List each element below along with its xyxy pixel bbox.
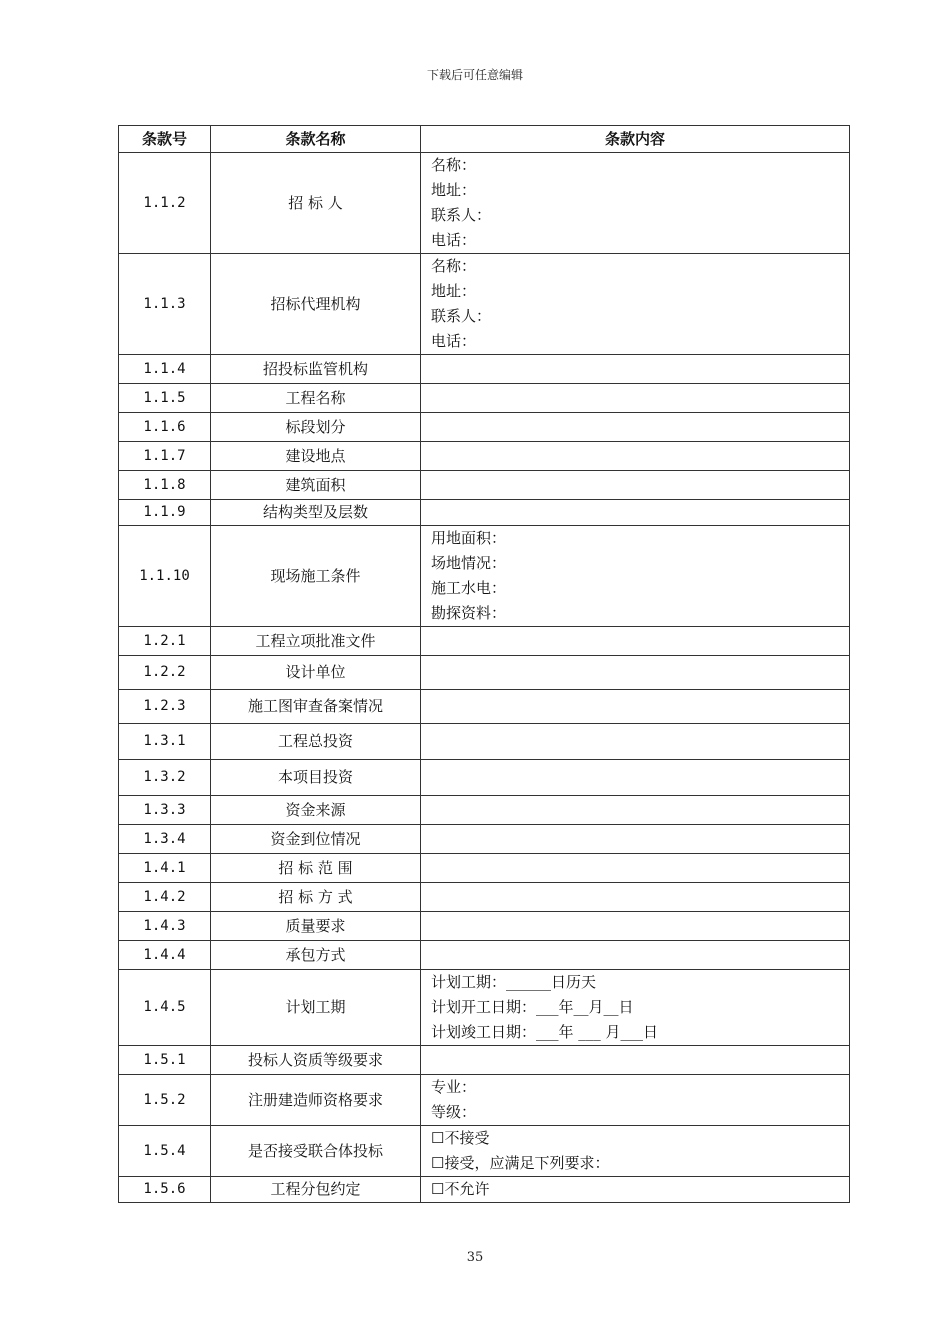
table-row (119, 413, 850, 442)
clause-content (421, 941, 850, 970)
clause-content-line: 联系人： (431, 206, 492, 224)
clause-content (421, 970, 850, 1046)
table-row (119, 883, 850, 912)
clause-number: 1.3.1 (119, 724, 211, 760)
page-number: 35 (466, 1250, 484, 1265)
clause-content (421, 825, 850, 854)
clause-content-line: 施工水电： (431, 579, 507, 597)
clause-content-line: 地址： (431, 181, 477, 199)
clause-content (421, 796, 850, 825)
clause-name: 招 标 人 (211, 153, 421, 254)
clause-content-line: ☐不允许 (431, 1180, 490, 1198)
clause-content (421, 471, 850, 500)
table-header-row (119, 126, 850, 153)
clause-name: 工程立项批准文件 (211, 627, 421, 656)
clause-content-line: 名称： (431, 156, 477, 174)
clause-content-line: 计划竣工日期：___年 ___ 月___日 (431, 1023, 659, 1041)
clause-number: 1.2.2 (119, 656, 211, 690)
table-row (119, 796, 850, 825)
table-row (119, 656, 850, 690)
clause-number: 1.1.10 (119, 526, 211, 627)
clause-name: 标段划分 (211, 413, 421, 442)
table-row (119, 1075, 850, 1126)
clause-number: 1.3.2 (119, 760, 211, 796)
clause-number: 1.4.3 (119, 912, 211, 941)
clause-name: 招标代理机构 (211, 254, 421, 355)
clause-content-line: 联系人： (431, 307, 492, 325)
table-row (119, 825, 850, 854)
table-row (119, 526, 850, 627)
clause-name: 资金到位情况 (211, 825, 421, 854)
clause-number: 1.2.3 (119, 690, 211, 724)
clause-content (421, 1075, 850, 1126)
clause-name: 承包方式 (211, 941, 421, 970)
clause-name: 是否接受联合体投标 (211, 1126, 421, 1177)
table-row (119, 153, 850, 254)
clause-content (421, 1046, 850, 1075)
clause-content-line: 电话： (431, 231, 477, 249)
clause-content (421, 500, 850, 526)
clause-name: 招投标监管机构 (211, 355, 421, 384)
table-row (119, 760, 850, 796)
clause-number: 1.2.1 (119, 627, 211, 656)
clause-content-line: 场地情况： (431, 554, 507, 572)
clause-content (421, 1177, 850, 1203)
clause-name: 本项目投资 (211, 760, 421, 796)
clause-number: 1.1.9 (119, 500, 211, 526)
clause-content (421, 1126, 850, 1177)
clause-number: 1.4.2 (119, 883, 211, 912)
clause-name: 现场施工条件 (211, 526, 421, 627)
clause-content (421, 627, 850, 656)
clause-content-line: 勘探资料： (431, 604, 507, 622)
table-row (119, 1046, 850, 1075)
clause-content (421, 384, 850, 413)
clause-content (421, 442, 850, 471)
clause-number: 1.1.5 (119, 384, 211, 413)
clause-content (421, 254, 850, 355)
clause-number: 1.3.4 (119, 825, 211, 854)
clause-content (421, 760, 850, 796)
clause-name: 投标人资质等级要求 (211, 1046, 421, 1075)
table-row (119, 355, 850, 384)
clause-content (421, 656, 850, 690)
clause-content-line: 地址： (431, 282, 477, 300)
clause-content (421, 355, 850, 384)
clause-name: 质量要求 (211, 912, 421, 941)
clause-content-line: 等级： (431, 1103, 477, 1121)
clause-content-line: ☐接受，应满足下列要求： (431, 1154, 610, 1172)
clause-number: 1.3.3 (119, 796, 211, 825)
clause-name: 计划工期 (211, 970, 421, 1046)
clause-number: 1.4.5 (119, 970, 211, 1046)
table-row (119, 724, 850, 760)
clause-name: 招 标 方 式 (211, 883, 421, 912)
clause-number: 1.1.4 (119, 355, 211, 384)
clause-number: 1.5.1 (119, 1046, 211, 1075)
table-row (119, 1177, 850, 1203)
clause-content (421, 690, 850, 724)
clause-content (421, 883, 850, 912)
clause-content-line: ☐不接受 (431, 1129, 490, 1147)
table-row (119, 912, 850, 941)
clause-name: 招 标 范 围 (211, 854, 421, 883)
table-row (119, 690, 850, 724)
clause-content-line: 计划开工日期：___年__月__日 (431, 998, 634, 1016)
clause-number: 1.1.8 (119, 471, 211, 500)
clause-content (421, 413, 850, 442)
table-row (119, 500, 850, 526)
table-row (119, 854, 850, 883)
clause-content-line: 名称： (431, 257, 477, 275)
clause-number: 1.1.7 (119, 442, 211, 471)
clause-content-line: 用地面积： (431, 529, 507, 547)
table-row (119, 471, 850, 500)
clause-content-line: 电话： (431, 332, 477, 350)
clause-number: 1.1.3 (119, 254, 211, 355)
clause-number: 1.1.2 (119, 153, 211, 254)
clause-table (118, 125, 850, 1203)
column-header-clause-name: 条款名称 (211, 126, 421, 153)
clause-number: 1.1.6 (119, 413, 211, 442)
clause-content (421, 153, 850, 254)
table-row (119, 442, 850, 471)
clause-name: 工程总投资 (211, 724, 421, 760)
clause-number: 1.5.2 (119, 1075, 211, 1126)
table-row (119, 1126, 850, 1177)
clause-number: 1.4.1 (119, 854, 211, 883)
table-body (119, 153, 850, 1203)
clause-name: 结构类型及层数 (211, 500, 421, 526)
clause-content-line: 专业： (431, 1078, 477, 1096)
clause-content (421, 724, 850, 760)
clause-content-line: 计划工期：______日历天 (431, 973, 597, 991)
table-row (119, 970, 850, 1046)
clause-name: 资金来源 (211, 796, 421, 825)
clause-content (421, 854, 850, 883)
clause-number: 1.5.4 (119, 1126, 211, 1177)
page-header: 下载后可任意编辑 (426, 68, 523, 82)
column-header-clause-content: 条款内容 (421, 126, 850, 153)
table-row (119, 384, 850, 413)
column-header-clause-number: 条款号 (119, 126, 211, 153)
table-row (119, 941, 850, 970)
table-row (119, 627, 850, 656)
clause-name: 建设地点 (211, 442, 421, 471)
clause-name: 工程分包约定 (211, 1177, 421, 1203)
clause-name: 注册建造师资格要求 (211, 1075, 421, 1126)
clause-name: 施工图审查备案情况 (211, 690, 421, 724)
table-row (119, 254, 850, 355)
clause-content (421, 526, 850, 627)
clause-name: 工程名称 (211, 384, 421, 413)
clause-name: 设计单位 (211, 656, 421, 690)
clause-number: 1.5.6 (119, 1177, 211, 1203)
clause-content (421, 912, 850, 941)
clause-number: 1.4.4 (119, 941, 211, 970)
clause-name: 建筑面积 (211, 471, 421, 500)
